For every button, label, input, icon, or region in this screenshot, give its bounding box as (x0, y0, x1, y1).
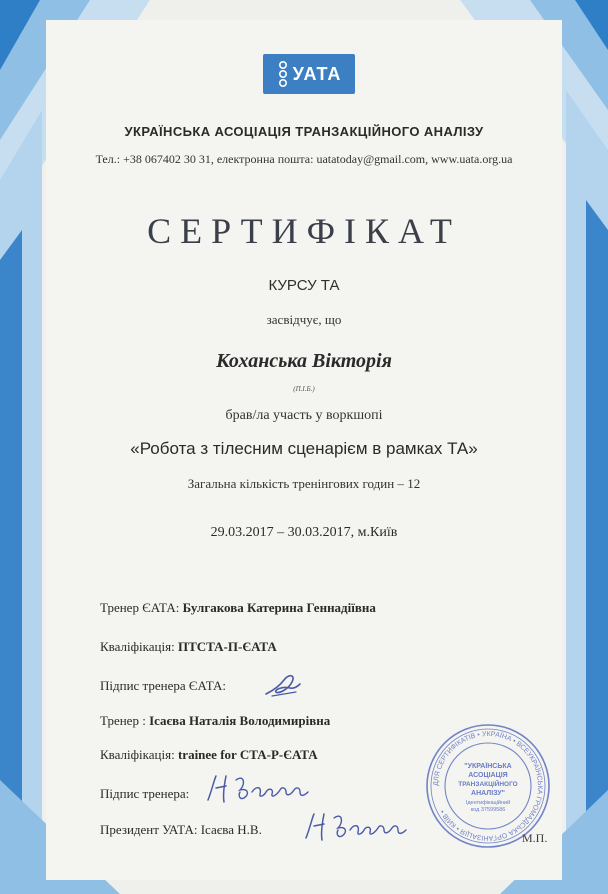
trainer1-name: Булгакова Катерина Геннадіївна (182, 600, 376, 615)
certifies-line: засвідчує, що (266, 312, 342, 327)
trainer2-row (100, 713, 330, 729)
trainer1-signature-label: Підпис тренера ЄАТА: (100, 678, 227, 693)
trainer1-row (100, 600, 376, 616)
trainer2-signature-label: Підпис тренера: (100, 786, 190, 801)
stamp-mp-mark: М.П. (522, 831, 548, 845)
organization-name: УКРАЇНСЬКА АСОЦІАЦІЯ ТРАНЗАКЦІЙНОГО АНАЛІЗУ (124, 124, 484, 139)
trainer2-label: Тренер : (100, 713, 146, 728)
trainer1-label: Тренер ЄАТА: (100, 600, 180, 615)
trainer2-signature-row (100, 786, 189, 802)
trainer1-signature (258, 668, 308, 700)
trainer2-qual-value: trainee for СТА-Р-ЄАТА (177, 747, 318, 762)
trainer1-qual-label: Кваліфікація: (100, 639, 175, 654)
name-caption: (П.І.Б.) (293, 385, 315, 393)
training-hours: Загальна кількість тренінгових годин – 12 (187, 476, 421, 491)
stamp-line-5: Ідентифікаційний (465, 800, 511, 806)
trainer1-signature-row (100, 678, 226, 694)
course-line: КУРСУ ТА (268, 277, 340, 294)
trainer2-name: Ісаєва Наталія Володимирівна (149, 713, 331, 728)
stamp-outer-text: ДЛЯ СЕРТИФІКАТІВ • УКРАЇНА • ВСЕУКРАЇНСЬКА ГРОМАДСЬКА ОРГАНІЗАЦІЯ • КИЇВ • (432, 730, 544, 842)
logo-mark-icon (277, 60, 289, 88)
official-stamp (424, 722, 552, 850)
president-row (100, 822, 262, 838)
certificate-title: СЕРТИФІКАТ (147, 211, 461, 251)
workshop-title: «Робота з тілесним сценарієм в рамках ТА» (130, 439, 478, 458)
participation-line: брав/ла участь у воркшопі (225, 408, 383, 423)
stamp-line-6: код 37599586 (470, 807, 506, 813)
event-dates: 29.03.2017 – 30.03.2017, м.Київ (210, 525, 398, 540)
stamp-line-1: "УКРАЇНСЬКА (464, 763, 512, 770)
stamp-line-2: АСОЦІАЦІЯ (468, 772, 508, 779)
stamp-line-4: АНАЛІЗУ" (471, 790, 505, 797)
president-label: Президент УАТА: (100, 822, 198, 837)
trainer1-qualification-row (100, 639, 277, 655)
trainer2-qualification-row (100, 747, 318, 763)
president-signature (300, 808, 410, 844)
trainer2-signature (204, 770, 314, 806)
recipient-name: Коханська Вікторія (216, 350, 392, 372)
logo-text: УАТА (292, 63, 342, 84)
trainer1-qual-value: ПТСТА-П-ЄАТА (177, 639, 277, 654)
uata-logo (263, 54, 355, 94)
trainer2-qual-label: Кваліфікація: (100, 747, 175, 762)
stamp-line-3: ТРАНЗАКЦІЙНОГО (458, 781, 518, 788)
contact-info: Тел.: +38 067402 30 31, електронна пошта: uatatoday@gmail.com, www.uata.org.ua (95, 152, 513, 166)
president-name: Ісаєва Н.В. (200, 822, 262, 837)
